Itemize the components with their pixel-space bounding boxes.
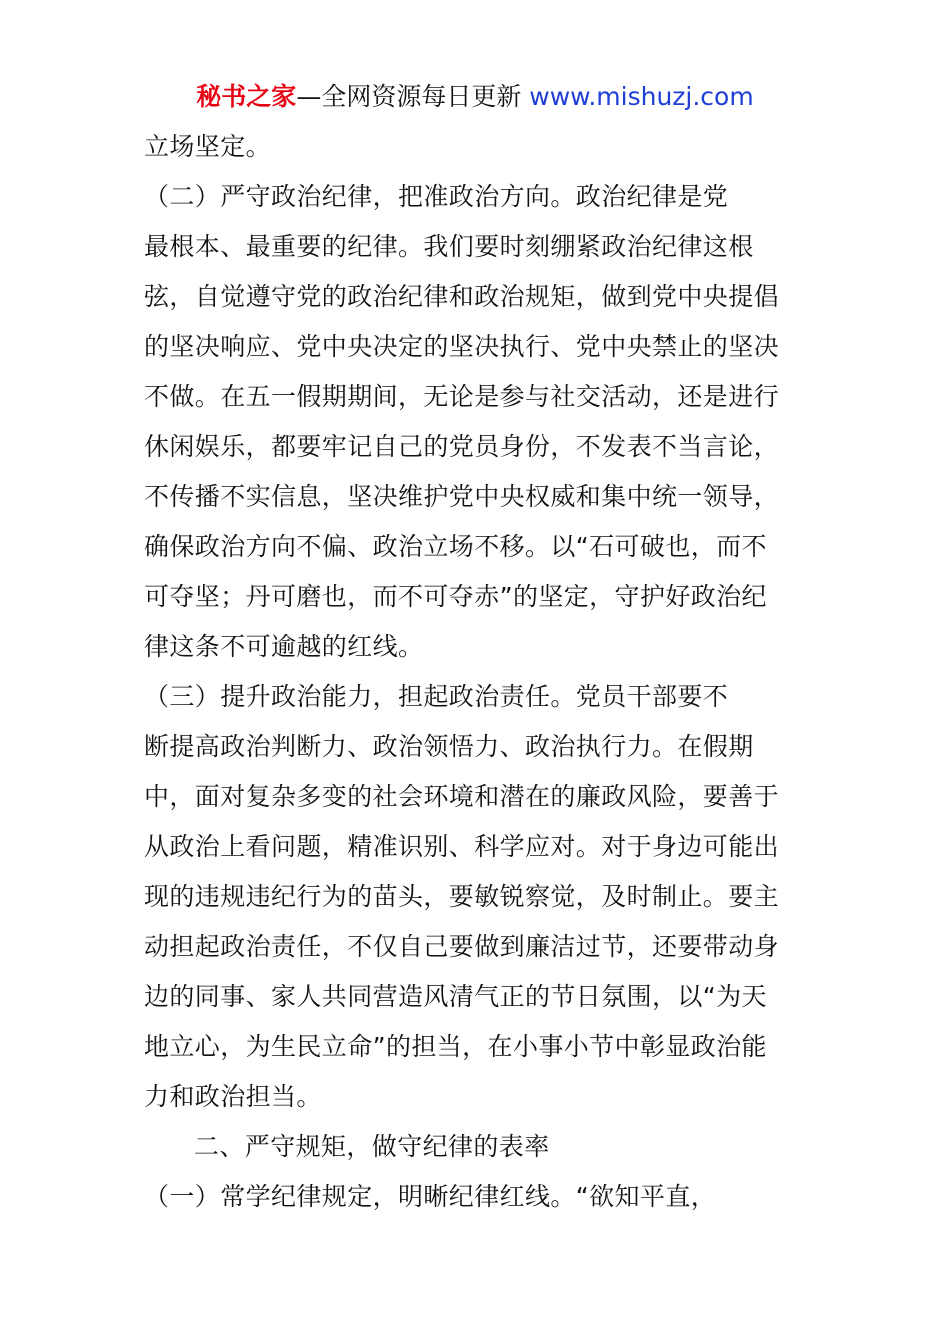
header-tagline: —全网资源每日更新 <box>296 82 522 111</box>
text-line: （二）严守政治纪律，把准政治方向。政治纪律是党 <box>144 182 729 211</box>
text-line: 力和政治担当。 <box>144 1082 322 1111</box>
text-line: 边的同事、家人共同营造风清气正的节日氛围，以“为天 <box>144 982 767 1011</box>
text-line: 不做。在五一假期期间，无论是参与社交活动，还是进行 <box>144 382 780 411</box>
text-line: （一）常学纪律规定，明晰纪律红线。“欲知平直， <box>144 1182 717 1211</box>
text-line: 立场坚定。 <box>144 132 272 161</box>
text-line: （三）提升政治能力，担起政治责任。党员干部要不 <box>144 682 729 711</box>
site-header <box>0 80 950 114</box>
text-line: 中，面对复杂多变的社会环境和潜在的廉政风险，要善于 <box>144 782 780 811</box>
brand-name: 秘书之家 <box>196 82 297 111</box>
section-heading: 二、严守规矩，做守纪律的表率 <box>194 1132 550 1161</box>
text-line: 可夺坚；丹可磨也，而不可夺赤”的坚定，守护好政治纪 <box>144 582 767 611</box>
text-line: 确保政治方向不偏、政治立场不移。以“石可破也，而不 <box>144 532 767 561</box>
text-line: 律这条不可逾越的红线。 <box>144 632 424 661</box>
text-line: 地立心，为生民立命”的担当，在小事小节中彰显政治能 <box>144 1032 767 1061</box>
text-line: 现的违规违纪行为的苗头，要敏锐察觉，及时制止。要主 <box>144 882 780 911</box>
text-line: 动担起政治责任，不仅自己要做到廉洁过节，还要带动身 <box>144 932 780 961</box>
text-line: 断提高政治判断力、政治领悟力、政治执行力。在假期 <box>144 732 754 761</box>
text-line: 不传播不实信息，坚决维护党中央权威和集中统一领导， <box>144 482 780 511</box>
text-line: 的坚决响应、党中央决定的坚决执行、党中央禁止的坚决 <box>144 332 780 361</box>
text-line: 休闲娱乐，都要牢记自己的党员身份，不发表不当言论， <box>144 432 780 461</box>
site-url-link[interactable]: www.mishuzj.com <box>529 82 754 111</box>
text-line: 弦，自觉遵守党的政治纪律和政治规矩，做到党中央提倡 <box>144 282 780 311</box>
text-line: 最根本、最重要的纪律。我们要时刻绷紧政治纪律这根 <box>144 232 754 261</box>
text-line: 从政治上看问题，精准识别、科学应对。对于身边可能出 <box>144 832 780 861</box>
